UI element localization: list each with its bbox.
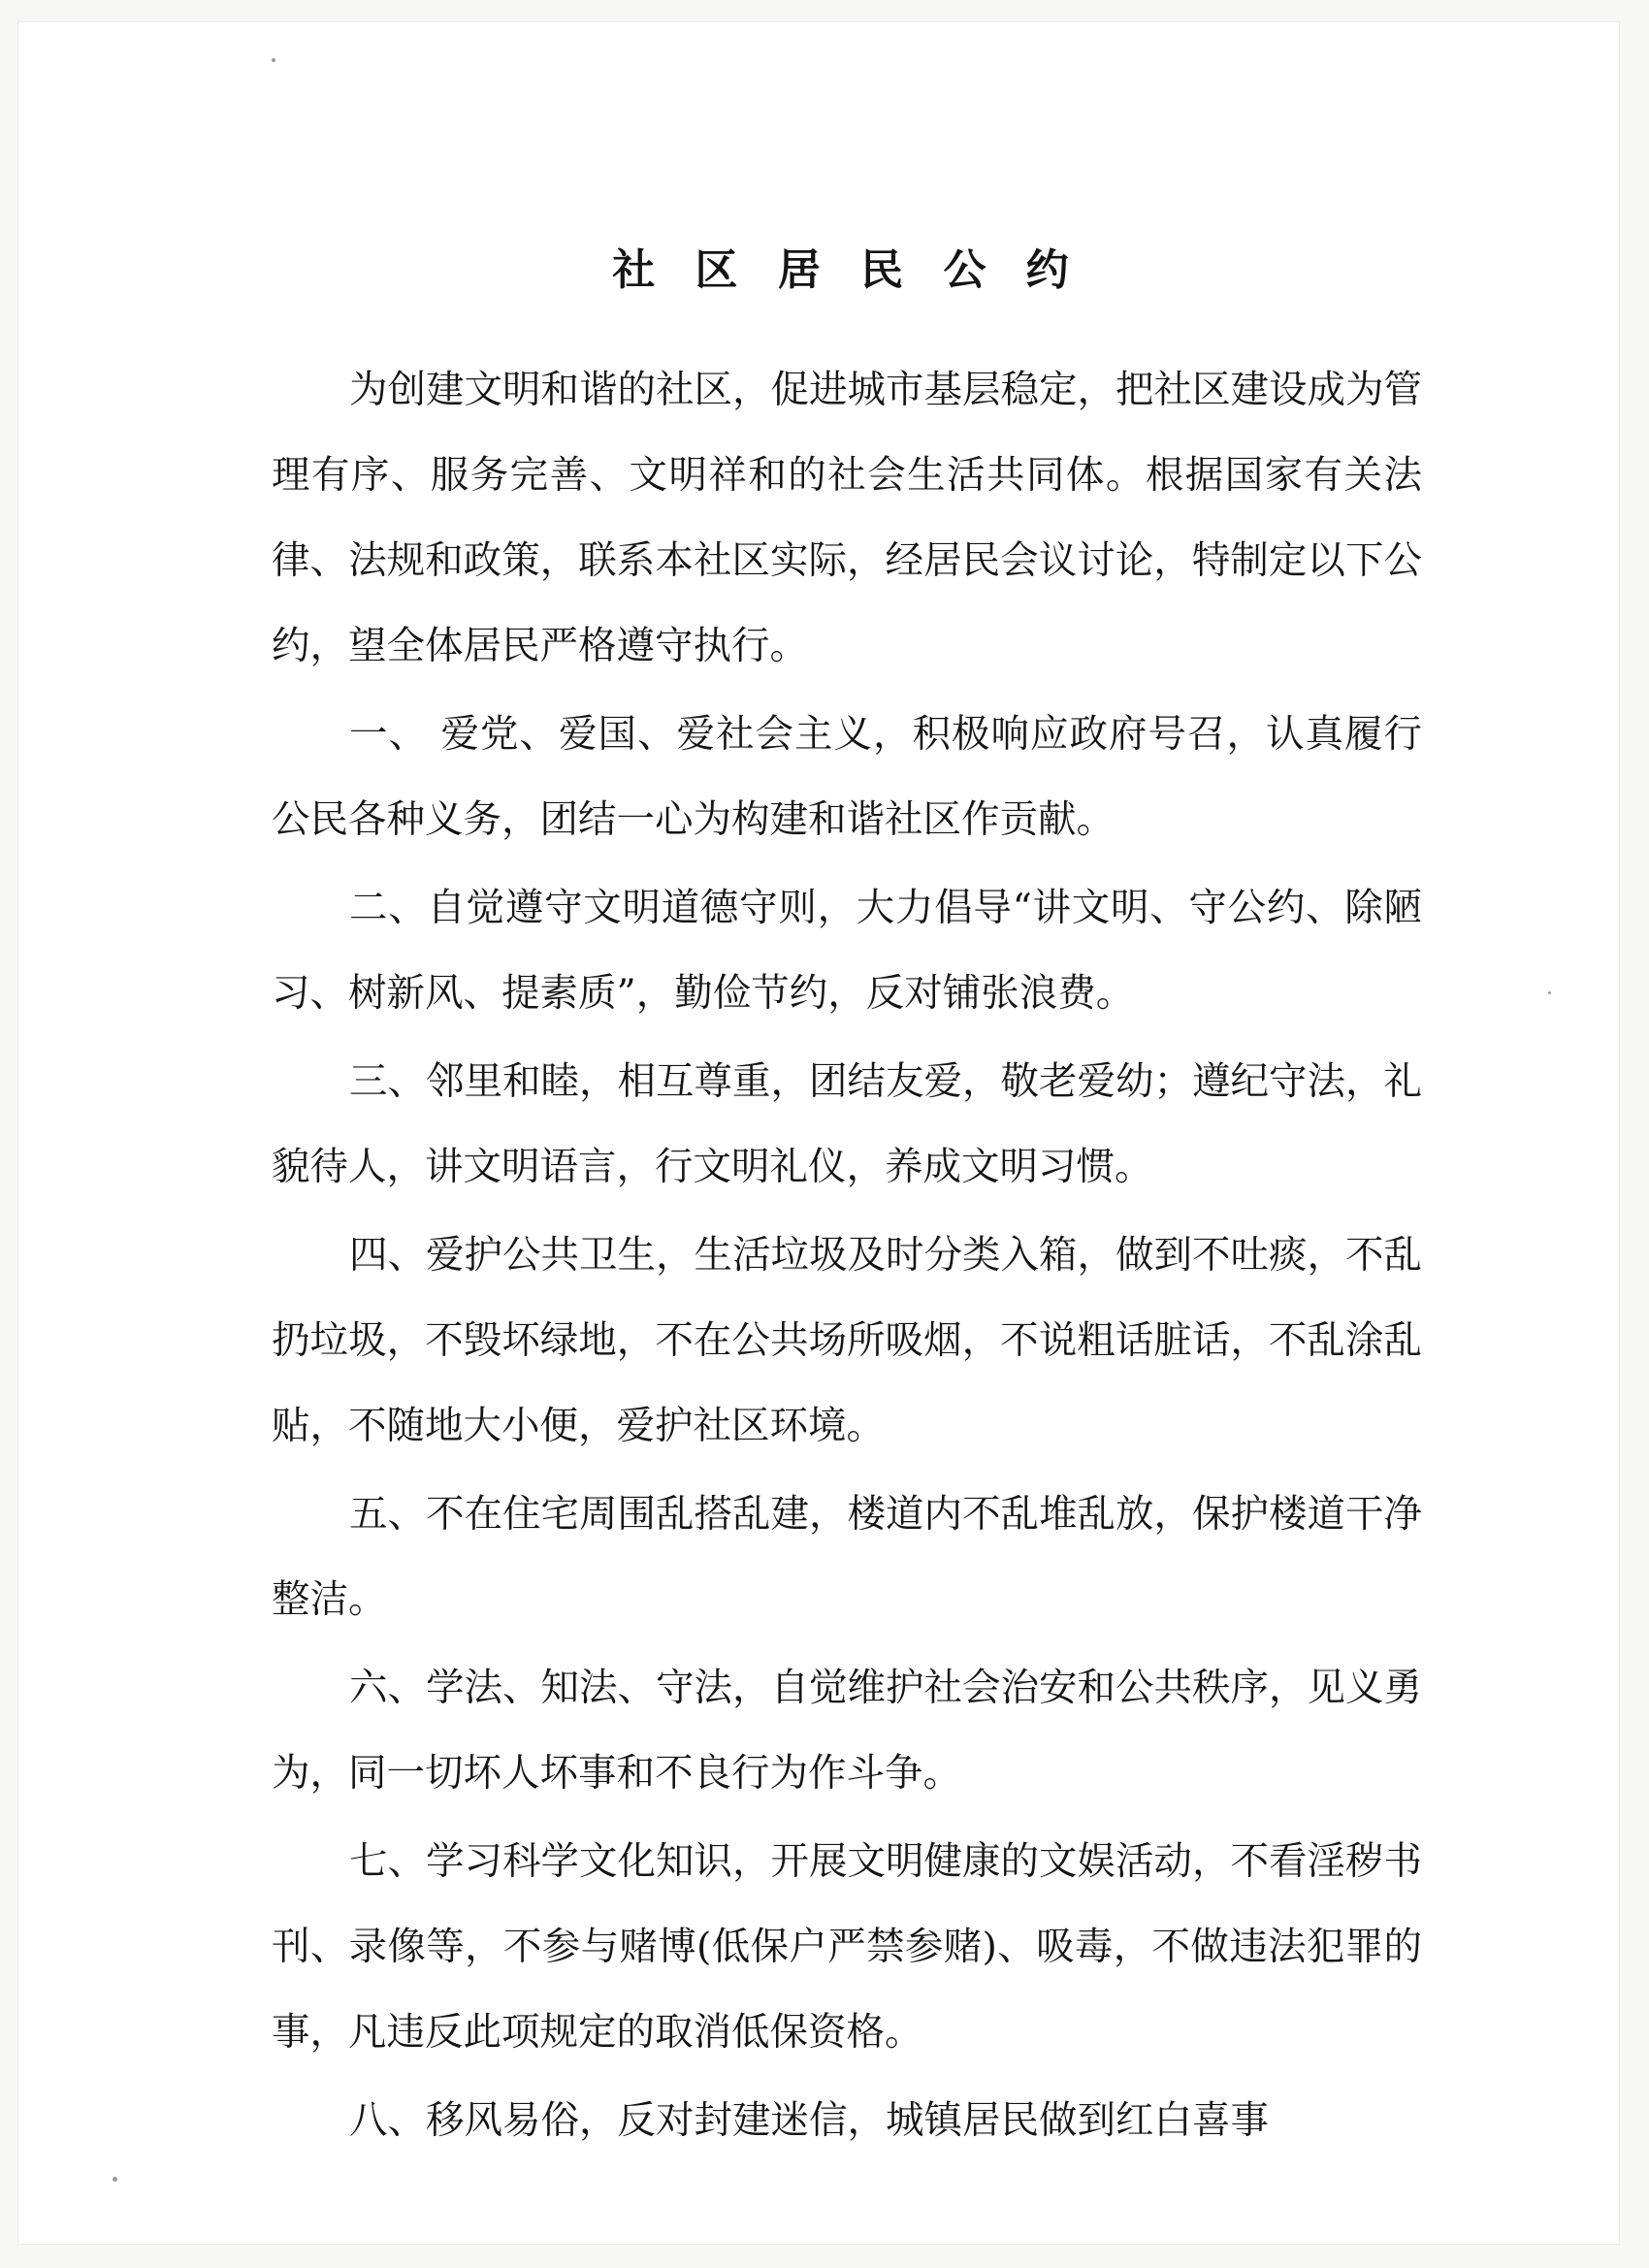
- scan-speck: [272, 58, 275, 62]
- paragraph-article-8: 八、移风易俗，反对封建迷信，城镇居民做到红白喜事: [349, 2098, 1269, 2143]
- scan-speck: [113, 2177, 117, 2182]
- document-body: [272, 227, 1422, 2166]
- paragraph-preamble: 为创建文明和谐的社区，促进城市基层稳定，把社区建设成为管理有序、服务完善、文明祥和的社会生活共同体。根据国家有关法律、法规和政策，联系本社区实际，经居民会议讨论，特制定以下公约，望全体居民严格遵守执行。: [272, 368, 1422, 668]
- scan-speck: [1548, 991, 1551, 994]
- paragraph-article-1: 一、 爱党、爱国、爱社会主义，积极响应政府号召，认真履行公民各种义务，团结一心为构建和谐社区作贡献。: [272, 712, 1422, 842]
- paragraph-article-7: 七、学习科学文化知识，开展文明健康的文娱活动，不看淫秽书刊、录像等，不参与赌博(低保户严禁参赌)、吸毒，不做违法犯罪的事，凡违反此项规定的取消低保资格。: [272, 1839, 1422, 2055]
- page-title: 社 区 居 民 公 约: [612, 245, 1082, 295]
- paragraph-article-3: 三、邻里和睦，相互尊重，团结友爱，敬老爱幼；遵纪守法，礼貌待人，讲文明语言，行文明礼仪，养成文明习惯。: [272, 1059, 1422, 1189]
- paragraph-article-6: 六、学法、知法、守法，自觉维护社会治安和公共秩序，见义勇为，同一切坏人坏事和不良行为作斗争。: [272, 1666, 1422, 1796]
- paragraph-article-2: 二、自觉遵守文明道德守则，大力倡导“讲文明、守公约、除陋习、树新风、提素质”，勤俭节约，反对铺张浪费。: [272, 886, 1422, 1016]
- paragraph-article-5: 五、不在住宅周围乱搭乱建，楼道内不乱堆乱放，保护楼道干净整洁。: [272, 1492, 1422, 1622]
- scanned-page: [17, 21, 1620, 2245]
- paragraph-article-4: 四、爱护公共卫生，生活垃圾及时分类入箱，做到不吐痰，不乱扔垃圾，不毁坏绿地，不在公共场所吸烟，不说粗话脏话，不乱涂乱贴，不随地大小便，爱护社区环境。: [272, 1233, 1422, 1448]
